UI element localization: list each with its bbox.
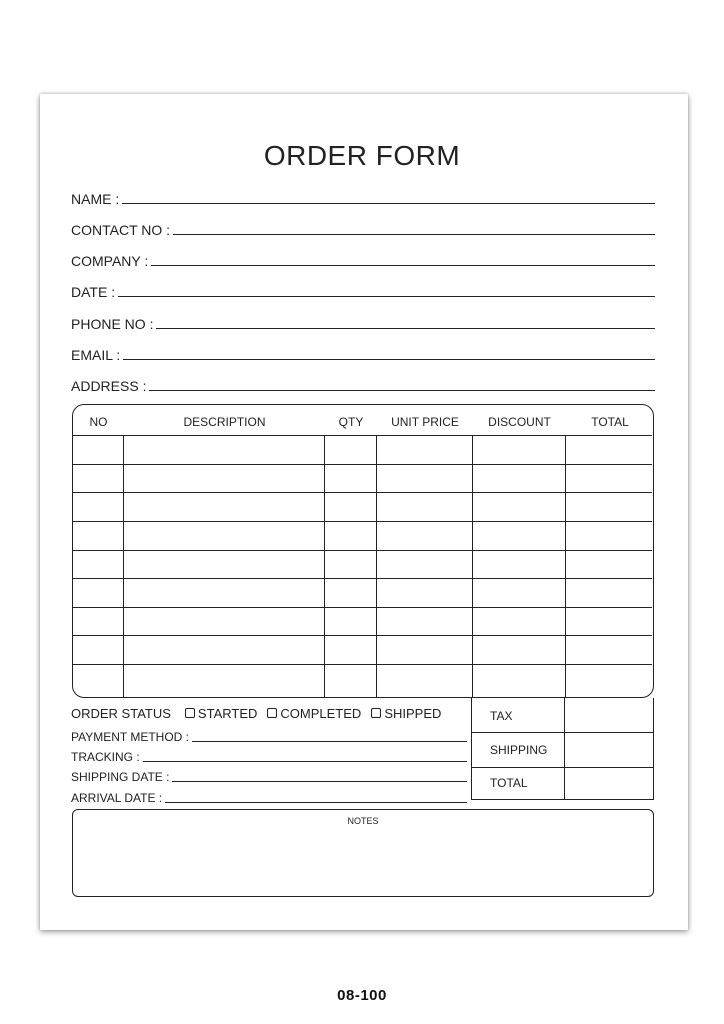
address-label: ADDRESS : — [71, 378, 147, 394]
shipping-date-field[interactable] — [71, 768, 467, 784]
shipping-date-line[interactable] — [172, 781, 467, 782]
col-divider — [123, 435, 124, 697]
tracking-label: TRACKING : — [71, 750, 140, 764]
col-divider — [565, 435, 566, 697]
arrival-date-line[interactable] — [165, 802, 467, 803]
tracking-field[interactable] — [71, 748, 467, 764]
order-status-label: ORDER STATUS — [71, 705, 171, 721]
company-label: COMPANY : — [71, 253, 149, 269]
status-started-option[interactable] — [185, 706, 257, 721]
phone-label: PHONE NO : — [71, 316, 154, 332]
form-title: ORDER FORM — [263, 140, 461, 171]
row-divider — [73, 492, 652, 493]
status-shipped-label: SHIPPED — [384, 705, 442, 721]
tax-label: TAX — [490, 709, 513, 723]
name-label: NAME : — [71, 191, 120, 207]
row-divider — [73, 521, 652, 522]
date-field[interactable] — [71, 278, 655, 300]
address-field[interactable] — [71, 372, 655, 394]
status-completed-label: COMPLETED — [280, 705, 362, 721]
totals-divider — [564, 698, 565, 799]
row-divider — [73, 607, 652, 608]
product-code: 08-100 — [337, 987, 387, 1004]
payment-method-line[interactable] — [192, 741, 467, 742]
email-field[interactable] — [71, 341, 655, 363]
row-divider — [73, 635, 652, 636]
contact-label: CONTACT NO : — [71, 222, 171, 238]
email-label: EMAIL : — [71, 347, 121, 363]
col-header-unit-price: UNIT PRICE — [391, 415, 459, 429]
contact-field[interactable] — [71, 216, 655, 238]
col-divider — [324, 435, 325, 697]
col-header-qty: QTY — [338, 415, 364, 429]
col-header-description: DESCRIPTION — [183, 415, 266, 429]
notes-box[interactable] — [72, 809, 654, 897]
col-divider — [376, 435, 377, 697]
notes-label: NOTES — [347, 816, 379, 826]
shipping-label: SHIPPING — [490, 743, 548, 757]
status-shipped-option[interactable] — [371, 706, 441, 721]
order-status-row — [71, 704, 451, 722]
grand-total-label: TOTAL — [490, 776, 528, 790]
totals-row-divider — [472, 767, 653, 768]
col-header-total: TOTAL — [591, 415, 629, 429]
checkbox-icon[interactable] — [185, 708, 195, 718]
email-line[interactable] — [123, 359, 655, 360]
row-divider — [73, 664, 652, 665]
arrival-date-field[interactable] — [71, 789, 467, 805]
row-divider — [73, 464, 652, 465]
address-line[interactable] — [149, 390, 655, 391]
col-header-discount: DISCOUNT — [488, 415, 551, 429]
phone-field[interactable] — [71, 310, 655, 332]
col-divider — [472, 435, 473, 697]
header-row-divider — [73, 435, 652, 436]
status-completed-option[interactable] — [267, 706, 361, 721]
name-field[interactable] — [71, 185, 655, 207]
company-line[interactable] — [151, 265, 655, 266]
row-divider — [73, 550, 652, 551]
shipping-date-label: SHIPPING DATE : — [71, 770, 170, 784]
contact-line[interactable] — [173, 234, 655, 235]
name-line[interactable] — [122, 203, 655, 204]
col-header-no: NO — [89, 415, 108, 429]
row-divider — [73, 578, 652, 579]
checkbox-icon[interactable] — [371, 708, 381, 718]
checkbox-icon[interactable] — [267, 708, 277, 718]
payment-method-field[interactable] — [71, 728, 467, 744]
payment-method-label: PAYMENT METHOD : — [71, 730, 190, 744]
tracking-line[interactable] — [143, 761, 467, 762]
company-field[interactable] — [71, 247, 655, 269]
items-table — [72, 404, 654, 698]
arrival-date-label: ARRIVAL DATE : — [71, 791, 163, 805]
totals-box — [471, 698, 654, 800]
status-started-label: STARTED — [197, 705, 258, 721]
date-line[interactable] — [118, 296, 655, 297]
date-label: DATE : — [71, 284, 116, 300]
totals-row-divider — [472, 732, 653, 733]
phone-line[interactable] — [156, 328, 655, 329]
